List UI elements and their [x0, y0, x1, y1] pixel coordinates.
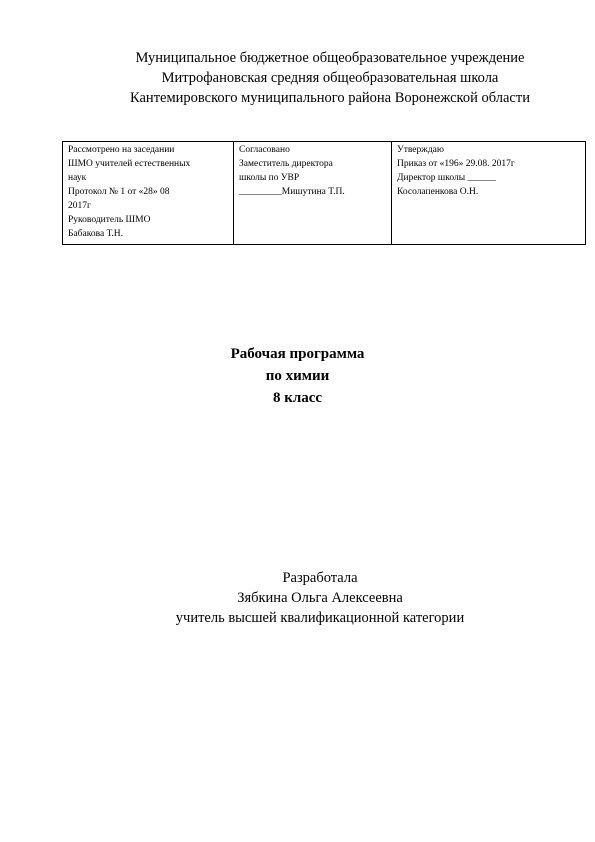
agreed-line: Заместитель директора — [239, 159, 333, 169]
school-type: Муниципальное бюджетное общеобразовательное учреждение — [135, 50, 525, 66]
author-name: Зябкина Ольга Алексеевна — [237, 590, 403, 606]
agreed-cell — [234, 142, 392, 245]
approved-line: Приказ от «196» 29.08. 2017г — [397, 159, 515, 169]
approved-line: Директор школы ______ — [397, 173, 496, 183]
author-block — [0, 568, 595, 628]
reviewed-line: ШМО учителей естественных — [68, 159, 191, 169]
school-header — [60, 48, 595, 108]
author-caption: Разработала — [282, 570, 358, 586]
approved-line: Косолапенкова О.Н. — [397, 187, 479, 197]
title-grade: 8 класс — [272, 390, 323, 406]
approval-table — [62, 141, 586, 245]
reviewed-line: Протокол № 1 от «28» 08 — [68, 187, 170, 197]
reviewed-line: 2017г — [68, 201, 91, 211]
title-subject: по химии — [265, 368, 330, 384]
school-name: Митрофановская средняя общеобразовательная школа — [161, 70, 499, 86]
approved-line: Утверждаю — [397, 145, 444, 155]
reviewed-cell — [63, 142, 234, 245]
reviewed-line: наук — [68, 173, 87, 183]
reviewed-line: Рассмотрено на заседании — [68, 145, 175, 155]
agreed-line: _________Мишутина Т.П. — [239, 187, 345, 197]
title-program: Рабочая программа — [230, 346, 365, 362]
document-title — [0, 343, 595, 409]
author-qualification: учитель высшей квалификационной категории — [175, 610, 465, 626]
reviewed-line: Руководитель ШМО — [68, 215, 151, 225]
agreed-line: школы по УВР — [239, 173, 300, 183]
reviewed-line: Бабакова Т.Н. — [68, 229, 124, 239]
approved-cell — [392, 142, 586, 245]
agreed-line: Согласовано — [239, 145, 290, 155]
school-district: Кантемировского муниципального района Воронежской области — [130, 90, 530, 106]
